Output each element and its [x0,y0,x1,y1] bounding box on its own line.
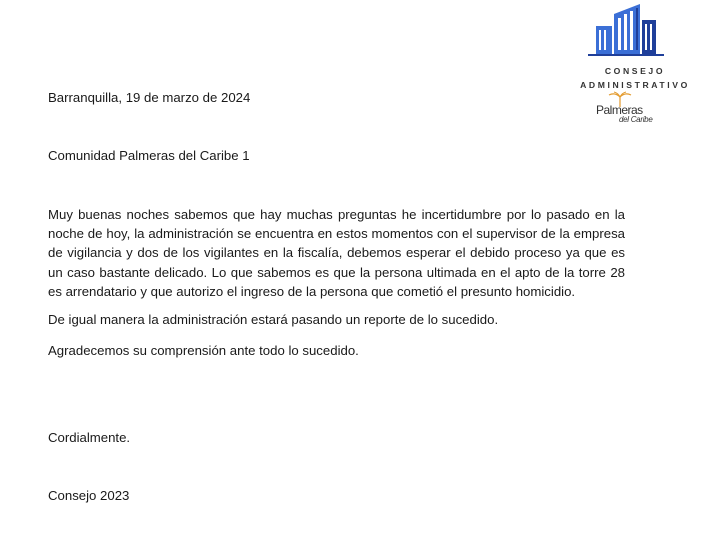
letter-date: Barranquilla, 19 de marzo de 2024 [48,90,251,105]
council-name-line2: ADMINISTRATIVO [580,80,690,90]
brand-subtitle: del Caribe [619,115,653,124]
council-name-line1: CONSEJO [604,66,666,76]
body-paragraph-2: De igual manera la administración estará pasando un reporte de lo sucedido. [48,312,499,327]
body-paragraph-3: Agradecemos su comprensión ante todo lo sucedido. [48,343,359,358]
letter-closing: Cordialmente. [48,430,131,445]
letter-addressee: Comunidad Palmeras del Caribe 1 [48,148,250,163]
brand-name: Palmeras [596,103,643,117]
council-logo [560,0,710,130]
letter-signature: Consejo 2023 [48,488,130,503]
body-paragraph-1: Muy buenas noches sabemos que hay muchas preguntas he incertidumbre por lo pasado en la noche de hoy, la administración se encuentra en estos momentos con el supervisor de la empresa de vigilancia y dos de los vigilantes en la fiscalía, debemos esperar el debido proceso ya que es un caso bastante delicado. Lo que sabemos es que la persona ultimada en el apto de la torre 28 es arrendatario y que autorizo el ingreso de la persona que cometió el presunto homicidio. [48,207,625,299]
building-icon [584,2,684,58]
